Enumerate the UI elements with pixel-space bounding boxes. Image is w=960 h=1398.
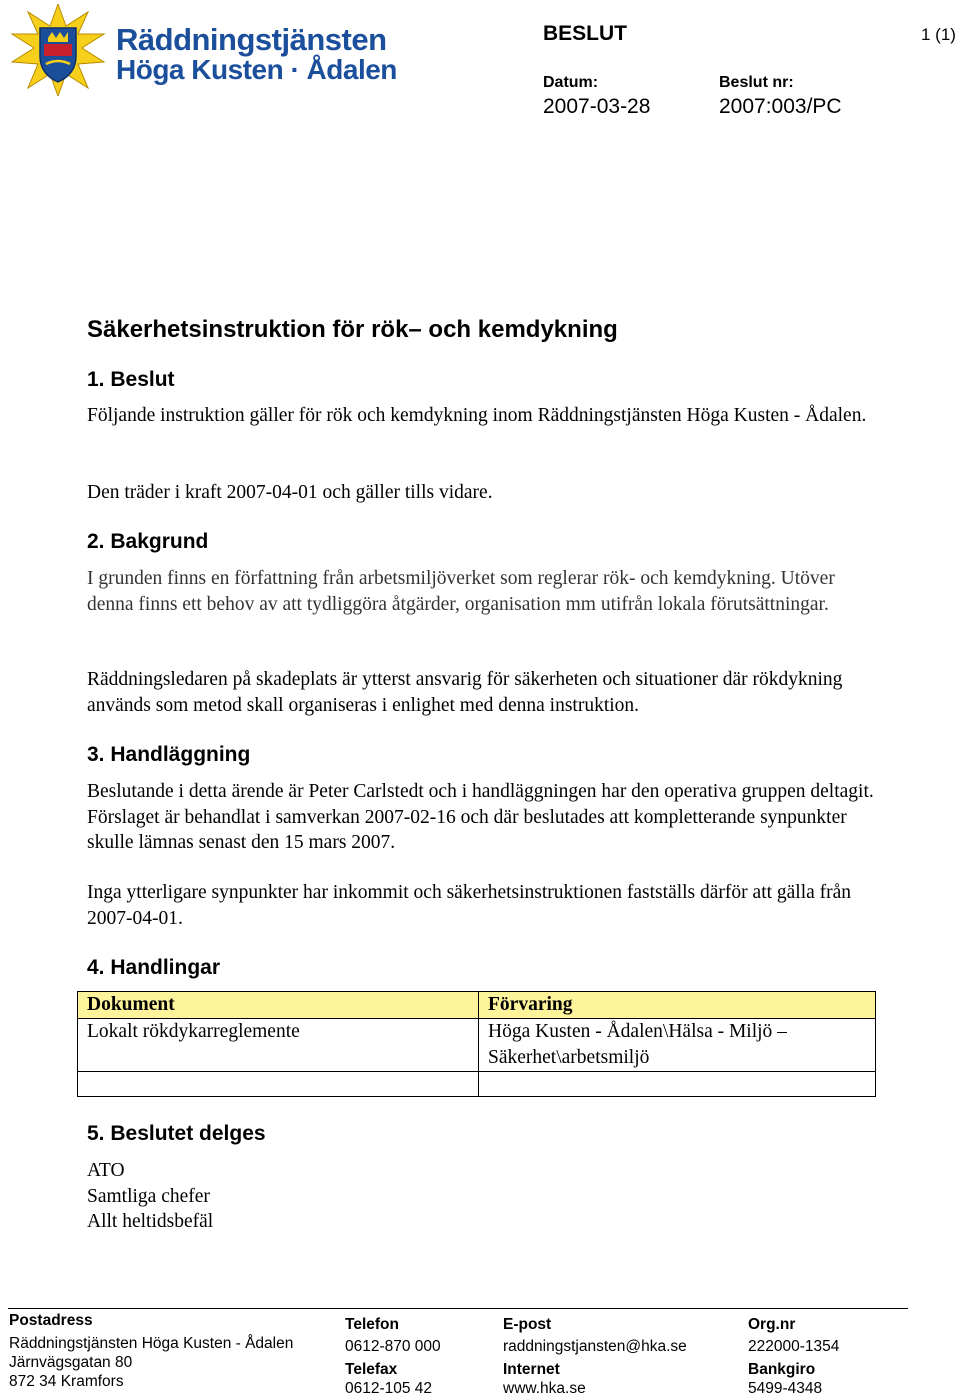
table-header-cell: Dokument <box>78 992 479 1019</box>
table-cell <box>78 1072 479 1097</box>
footer-fax-value: 0612-105 42 <box>345 1380 433 1397</box>
section-heading-beslut: 1. Beslut <box>87 368 175 391</box>
document-title: Säkerhetsinstruktion för rök– och kemdykning <box>87 316 618 343</box>
footer-email-label: E-post <box>503 1316 552 1333</box>
footer-postal-line: 872 34 Kramfors <box>9 1373 124 1390</box>
paragraph: Räddningsledaren på skadeplats är ytterst ansvarig för säkerheten och situationer där rökdykning används som metod skall organiseras i enlighet med denna instruktion. <box>87 669 843 716</box>
footer-fax-label: Telefax <box>345 1361 398 1378</box>
decision-number-label: Beslut nr: <box>719 74 794 91</box>
paragraph: Följande instruktion gäller för rök och kemdykning inom Räddningstjänsten Höga Kusten - Ådalen. <box>87 405 867 426</box>
recipient-list <box>87 1158 877 1235</box>
organization-logo <box>10 4 450 96</box>
date-value: 2007-03-28 <box>543 95 651 118</box>
list-item: Allt heltidsbefäl <box>87 1211 214 1232</box>
table-header-row <box>78 992 876 1019</box>
paragraph: Den träder i kraft 2007-04-01 och gäller tills vidare. <box>87 482 493 503</box>
footer-postal-label: Postadress <box>9 1312 93 1329</box>
footer-bankgiro-label: Bankgiro <box>748 1361 816 1378</box>
date-label: Datum: <box>543 74 599 91</box>
footer-web-link[interactable]: www.hka.se <box>503 1380 586 1397</box>
fire-rescue-badge-icon <box>10 4 106 96</box>
list-item: Samtliga chefer <box>87 1185 210 1207</box>
footer-orgnr-value: 222000-1354 <box>748 1338 840 1355</box>
decision-number-value: 2007:003/PC <box>719 95 842 118</box>
paragraph: Beslutande i detta ärende är Peter Carlstedt och i handläggningen har den operativa gruppen deltagit. Förslaget är behandlat i samverkan 2007-02-16 och där beslutades att kompletterande synpunkter skulle lämnas senast den 15 mars 2007. <box>87 781 874 853</box>
table-cell: Höga Kusten - Ådalen\Hälsa - Miljö – Säkerhet\arbetsmiljö <box>479 1019 876 1072</box>
page-number: 1 (1) <box>921 25 956 44</box>
paragraph: Inga ytterligare synpunkter har inkommit och säkerhetsinstruktionen fastställs därför att gälla från 2007-04-01. <box>87 882 852 929</box>
organization-subtitle: Höga Kusten · Ådalen <box>116 54 397 85</box>
table-row <box>78 1019 876 1072</box>
list-item: ATO <box>87 1160 125 1181</box>
section-heading-beslutet-delges: 5. Beslutet delges <box>87 1122 266 1145</box>
table-header-cell: Förvaring <box>479 992 876 1019</box>
footer-postal-line: Järnvägsgatan 80 <box>9 1354 133 1371</box>
footer-web-label: Internet <box>503 1361 560 1378</box>
organization-name: Räddningstjänsten <box>116 22 387 57</box>
footer-postal-line: Räddningstjänsten Höga Kusten - Ådalen <box>9 1335 294 1352</box>
footer-divider <box>8 1308 908 1309</box>
footer-email-link[interactable]: raddningstjansten@hka.se <box>503 1338 687 1355</box>
footer-phone-value: 0612-870 000 <box>345 1338 441 1355</box>
footer-phone-label: Telefon <box>345 1316 399 1333</box>
section-heading-handlaggning: 3. Handläggning <box>87 743 251 766</box>
section-heading-bakgrund: 2. Bakgrund <box>87 530 209 553</box>
section-heading-handlingar: 4. Handlingar <box>87 956 221 979</box>
table-cell <box>479 1072 876 1097</box>
footer-bankgiro-value: 5499-4348 <box>748 1380 823 1397</box>
table-cell: Lokalt rökdykarreglemente <box>78 1019 479 1072</box>
paragraph: I grunden finns en författning från arbetsmiljöverket som reglerar rök- och kemdykning. Utöver denna finns ett behov av att tydliggöra åtgärder, organisation mm utifrån lokala förutsättningar. <box>87 568 835 615</box>
document-type: BESLUT <box>543 22 627 45</box>
footer-orgnr-label: Org.nr <box>748 1316 796 1333</box>
table-row <box>78 1072 876 1097</box>
documents-table <box>77 991 876 1097</box>
